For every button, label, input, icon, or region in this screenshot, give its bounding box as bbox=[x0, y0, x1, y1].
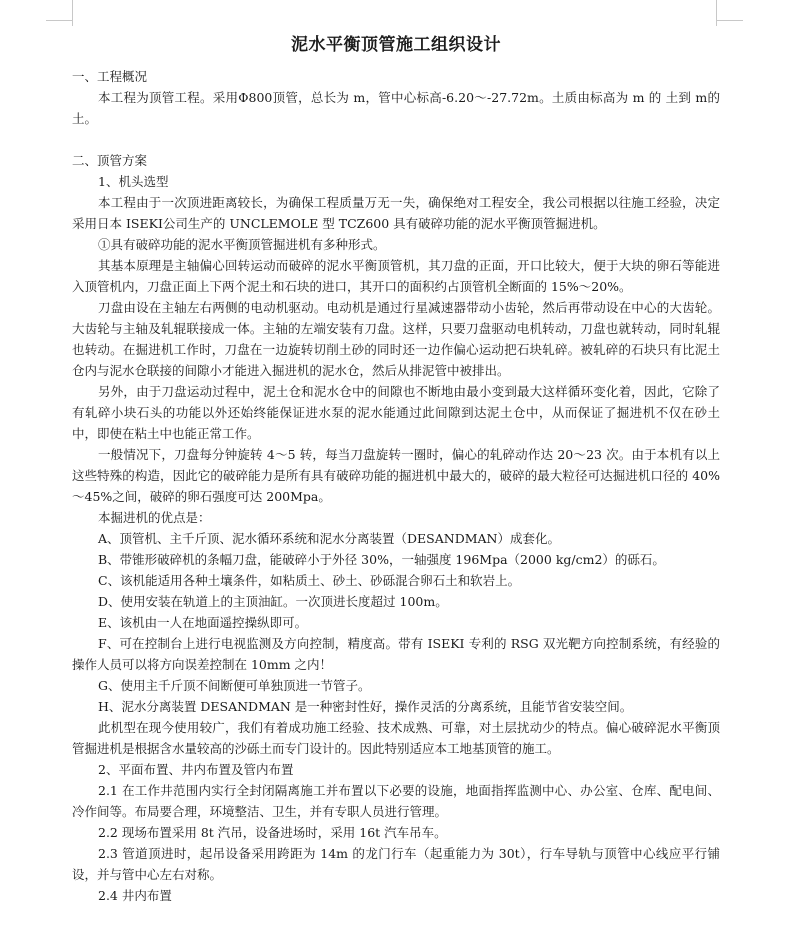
paragraph: 1、机头选型 bbox=[98, 174, 169, 189]
crop-mark-top-right-h bbox=[717, 20, 743, 21]
paragraph: 2.1 在工作井范围内实行全封闭隔离施工并布置以下必要的设施，地面指挥监测中心、办公室、仓库、配电间、冷作间等。布局要合理，环境整洁、卫生，并有专职人员进行管理。 bbox=[72, 783, 720, 819]
paragraph: 本掘进机的优点是： bbox=[98, 510, 211, 525]
paragraph: 一、工程概况 bbox=[72, 69, 148, 84]
paragraph: 另外，由于刀盘运动过程中，泥土仓和泥水仓中的间隙也不断地由最小变到最大这样循环变化着，因此，它除了有轧碎小块石头的功能以外还始终能保证进水泵的泥水能通过此间隙到达泥土仓中，从而保证了掘进机不仅在砂土中，即使在粘土中也能正常工作。 bbox=[72, 384, 720, 441]
crop-mark-top-left-h bbox=[46, 20, 72, 21]
paragraph: B、带锥形破碎机的条幅刀盘，能破碎小于外径 30%，一轴强度 196Mpa（2000 kg/cm2）的砾石。 bbox=[98, 552, 665, 567]
paragraph: 2.3 管道顶进时，起吊设备采用跨距为 14m 的龙门行车（起重能力为 30t），行车导轨与顶管中心线应平行铺设，并与管中心左右对称。 bbox=[72, 846, 720, 882]
paragraph: 此机型在现今使用较广，我们有着成功施工经验、技术成熟、可靠，对土层扰动少的特点。偏心破碎泥水平衡顶管掘进机是根据含水量较高的沙砾土而专门设计的。因此特别适应本工地基顶管的施工。 bbox=[72, 720, 720, 756]
crop-mark-top-right-v bbox=[716, 0, 717, 26]
paragraph: 其基本原理是主轴偏心回转运动而破碎的泥水平衡顶管机，其刀盘的正面，开口比较大，便于大块的卵石等能进入顶管机内，刀盘正面上下两个泥土和石块的进口，其开口的面积约占顶管机全断面的 15%～20%。 bbox=[72, 258, 720, 294]
paragraph: E、该机由一人在地面遥控操纵即可。 bbox=[98, 615, 308, 630]
paragraph: G、使用主千斤顶不间断便可单独顶进一节管子。 bbox=[98, 678, 371, 693]
paragraph: 二、顶管方案 bbox=[72, 153, 148, 168]
paragraph: ①具有破碎功能的泥水平衡顶管掘进机有多种形式。 bbox=[98, 237, 386, 252]
paragraph: 本工程由于一次顶进距离较长，为确保工程质量万无一失，确保绝对工程安全，我公司根据以往施工经验，决定采用日本 ISEKI公司生产的 UNCLEMOLE 型 TCZ600 具有破碎功能的泥水平衡顶管掘进机。 bbox=[72, 195, 720, 231]
paragraph: C、该机能适用各种土壤条件，如粘质土、砂土、砂砾混合卵石土和软岩上。 bbox=[98, 573, 521, 588]
paragraph: D、使用安装在轨道上的主顶油缸。一次顶进长度超过 100m。 bbox=[98, 594, 448, 609]
paragraph: 刀盘由设在主轴左右两侧的电动机驱动。电动机是通过行星减速器带动小齿轮，然后再带动设在中心的大齿轮。大齿轮与主轴及轧辊联接成一体。主轴的左端安装有刀盘。这样，只要刀盘驱动电机转动，刀盘也就转动，同时轧辊也转动。在掘进机工作时，刀盘在一边旋转切削土砂的同时还一边作偏心运动把石块轧碎。被轧碎的石块只有比泥土仓内与泥水仓联接的间隙小才能进入掘进机的泥水仓，然后从排泥管中被排出。 bbox=[72, 300, 720, 378]
blank-line bbox=[72, 129, 720, 150]
paragraph: 2、平面布置、井内布置及管内布置 bbox=[98, 762, 294, 777]
paragraph: 本工程为顶管工程。采用Φ800顶管，总长为 m，管中心标高-6.20～-27.72m。土质由标高为 m 的 土到 m的土。 bbox=[72, 90, 720, 126]
paragraph: H、泥水分离装置 DESANDMAN 是一种密封性好，操作灵活的分离系统，且能节省安装空间。 bbox=[98, 699, 633, 714]
document-title: 泥水平衡顶管施工组织设计 bbox=[291, 35, 501, 55]
paragraph: 2.2 现场布置采用 8t 汽吊，设备进场时，采用 16t 汽车吊车。 bbox=[98, 825, 447, 840]
paragraph-list bbox=[72, 66, 720, 906]
paragraph: A、顶管机、主千斤顶、泥水循环系统和泥水分离装置（DESANDMAN）成套化。 bbox=[98, 531, 560, 546]
document-body bbox=[72, 32, 720, 906]
crop-mark-top-left-v bbox=[72, 0, 73, 26]
paragraph: F、可在控制台上进行电视监测及方向控制，精度高。带有 ISEKI 专利的 RSG 双光靶方向控制系统，有经验的操作人员可以将方向误差控制在 10mm 之内！ bbox=[72, 636, 720, 672]
paragraph: 一般情况下，刀盘每分钟旋转 4～5 转，每当刀盘旋转一圈时，偏心的轧碎动作达 20～23 次。由于本机有以上这些特殊的构造，因此它的破碎能力是所有具有破碎功能的掘进机中最大的，破碎的最大粒径可达掘进机口径的 40%～45%之间，破碎的卵石强度可达 200Mpa。 bbox=[72, 447, 720, 504]
paragraph: 2.4 井内布置 bbox=[98, 888, 172, 903]
